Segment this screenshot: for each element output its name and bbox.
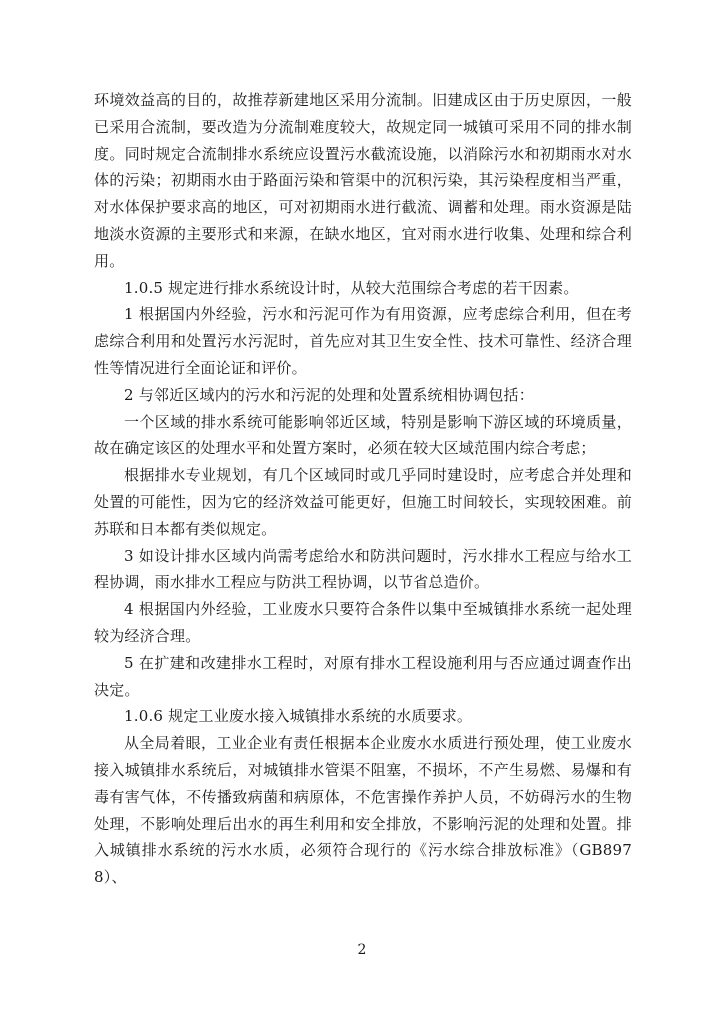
paragraph-1: 环境效益高的目的，故推荐新建地区采用分流制。旧建成区由于历史原因，一般已采用合流制，要改造为分流制难度较大，故规定同一城镇可采用不同的排水制度。同时规定合流制排水系统应设置污水截流设施，以消除污水和初期雨水对水体的污染；初期雨水由于路面污染和管渠中的沉积污染，其污染程度相当严重，对水体保护要求高的地区，可对初期雨水进行截流、调蓄和处理。雨水资源是陆地淡水资源的主要形式和来源，在缺水地区，宜对雨水进行收集、处理和综合利用。 [94,91,632,270]
document-body [94,87,632,891]
paragraph-4: 2 与邻近区域内的污水和污泥的处理和处置系统相协调包括： [124,385,534,404]
paragraph-6: 根据排水专业规划，有几个区域同时或几乎同时建设时，应考虑合并处理和处置的可能性，因为它的经济效益可能更好，但施工时间较长，实现较困难。前苏联和日本都有类似规定。 [94,466,632,538]
paragraph-3: 1 根据国内外经验，污水和污泥可作为有用资源，应考虑综合利用，但在考虑综合利用和处置污水污泥时，首先应对其卫生安全性、技术可靠性、经济合理性等情况进行全面论证和评价。 [94,305,632,377]
page-number: 2 [357,942,367,958]
paragraph-9: 5 在扩建和改建排水工程时，对原有排水工程设施利用与否应通过调查作出决定。 [94,653,632,699]
paragraph-7: 3 如设计排水区域内尚需考虑给水和防洪问题时，污水排水工程应与给水工程协调，雨水排水工程应与防洪工程协调，以节省总造价。 [94,546,632,592]
paragraph-11: 从全局着眼，工业企业有责任根据本企业废水水质进行预处理，使工业废水接入城镇排水系统后，对城镇排水管渠不阻塞，不损坏，不产生易燃、易爆和有毒有害气体，不传播致病菌和病原体，不危害操作养护人员，不妨碍污水的生物处理，不影响处理后出水的再生利用和安全排放，不影响污泥的处理和处置。排入城镇排水系统的污水水质，必须符合现行的《污水综合排放标准》（GB8978）、 [94,734,632,887]
paragraph-2: 1.0.5 规定进行排水系统设计时，从较大范围综合考虑的若干因素。 [124,278,579,297]
paragraph-5: 一个区域的排水系统可能影响邻近区域，特别是影响下游区域的环境质量，故在确定该区的处理水平和处置方案时，必须在较大区域范围内综合考虑； [94,412,632,458]
paragraph-10: 1.0.6 规定工业废水接入城镇排水系统的水质要求。 [124,707,473,726]
paragraph-8: 4 根据国内外经验，工业废水只要符合条件以集中至城镇排水系统一起处理较为经济合理。 [94,600,632,645]
